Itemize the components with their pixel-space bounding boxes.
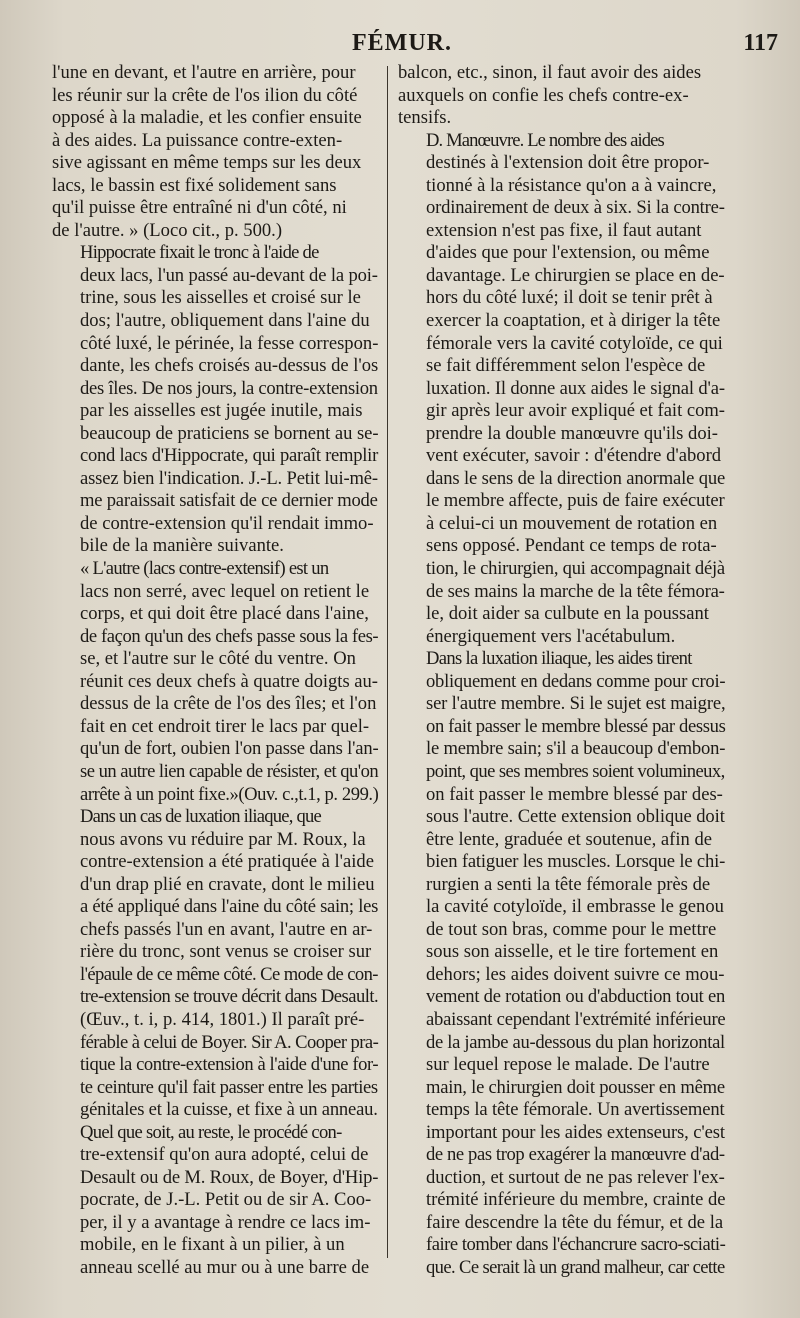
text-line: de la jambe au-dessous du plan horizontal (426, 1031, 725, 1053)
text-line: exercer la coaptation, et à diriger la tête (426, 310, 721, 332)
text-line: de tout son bras, comme pour le mettre (426, 918, 717, 940)
text-line: lacs non serré, avec lequel on retient le (80, 580, 370, 602)
text-line: qu'un de fort, oubien l'on passe dans l'an- (80, 738, 379, 760)
text-line: chefs passés l'un en avant, l'autre en ar- (80, 918, 373, 940)
text-line: sous l'autre. Cette extension oblique doit (426, 806, 725, 828)
text-line: important pour les aides extenseurs, c'est (426, 1121, 725, 1143)
text-line: la cavité cotyloïde, il embrasse le genou (426, 896, 724, 918)
text-line: des îles. De nos jours, la contre-extension (80, 377, 378, 399)
text-line: le membre sain; s'il a beaucoup d'embon- (426, 738, 726, 760)
text-line: se un autre lien capable de résister, et qu'on (80, 760, 379, 782)
text-line: assez bien l'indication. J.-L. Petit lui-mê- (80, 467, 378, 489)
text-line: fémorale vers la cavité cotyloïde, ce qui (426, 332, 723, 354)
text-line: se fait différemment selon l'espèce de (426, 355, 706, 377)
text-line: per, il y a avantage à rendre ce lacs im- (80, 1211, 371, 1233)
text-line: trine, sous les aisselles et croisé sur le (80, 287, 361, 309)
paragraph (52, 1122, 378, 1280)
text-line: tensifs. (398, 107, 452, 129)
text-line: tionné à la résistance qu'on a à vaincre, (426, 174, 717, 196)
text-line: qu'il puisse être entraîné ni d'un côté, ni (52, 197, 347, 219)
text-line: me paraissait satisfait de ce dernier mode (80, 490, 378, 512)
text-line: sous son aisselle, et le tire fortement en (426, 941, 719, 963)
running-title: FÉMUR. (352, 30, 452, 56)
text-line: énergiquement vers l'acétabulum. (426, 625, 676, 647)
text-line: D. Manœuvre. Le nombre des aides (426, 129, 664, 151)
text-line: par les aisselles est jugée inutile, mais (80, 400, 363, 422)
text-line: point, que ses membres soient volumineux, (426, 760, 725, 782)
text-line: opposé à la maladie, et les confier ensuite (52, 107, 362, 129)
paragraph (52, 62, 378, 242)
text-line: côté luxé, le périnée, la fesse correspon- (80, 332, 379, 354)
text-line: tre-extension se trouve décrit dans Desault. (80, 986, 379, 1008)
text-line: gir après leur avoir expliqué et fait com- (426, 400, 725, 422)
text-line: être lente, graduée et soutenue, afin de (426, 828, 712, 850)
text-line: dante, les chefs croisés au-dessus de l'os (80, 355, 379, 377)
text-line: prendre la double manœuvre qu'ils doi- (426, 422, 718, 444)
text-line: dehors; les aides doivent suivre ce mou- (426, 963, 725, 985)
text-line: sens opposé. Pendant ce temps de rota- (426, 535, 717, 557)
text-line: réunit ces deux chefs à quatre doigts au- (80, 670, 378, 692)
text-line: dos; l'autre, obliquement dans l'aine du (80, 310, 370, 332)
text-line: Hippocrate fixait le tronc à l'aide de (80, 242, 319, 264)
text-line: vent exécuter, savoir : d'étendre d'abord (426, 445, 722, 467)
text-line: de ne pas trop exagérer la manœuvre d'ad- (426, 1144, 725, 1166)
text-line: ser l'autre membre. Si le sujet est maigre, (426, 693, 726, 715)
text-line: on fait passer le membre blessé par dessus (426, 715, 726, 737)
text-line: bile de la manière suivante. (80, 535, 284, 557)
text-line: d'aides que pour l'extension, ou même (426, 242, 710, 264)
text-line: de façon qu'un des chefs passe sous la fes- (80, 625, 379, 647)
text-line: de l'autre. » (Loco cit., p. 500.) (52, 219, 283, 241)
column-divider (387, 66, 388, 1258)
text-line: dans le sens de la direction anormale que (426, 467, 726, 489)
text-line: les réunir sur la crête de l'os ilion du côté (52, 84, 358, 106)
text-line: (Œuv., t. i, p. 414, 1801.) Il paraît pré- (80, 1008, 365, 1030)
text-line: le membre affecte, puis de faire exécuter (426, 490, 725, 512)
paragraph (398, 648, 725, 1279)
text-line: tique la contre-extension à l'aide d'une for- (80, 1054, 379, 1076)
text-line: mobile, en le fixant à un pilier, à un (80, 1234, 345, 1256)
text-line: tre-extensif qu'on aura adopté, celui de (80, 1144, 369, 1166)
text-line: a été appliqué dans l'aine du côté sain; les (80, 896, 379, 918)
text-line: férable à celui de Boyer. Sir A. Cooper pra- (80, 1031, 379, 1053)
text-line: arrête à un point fixe.»(Ouv. c.,t.1, p. 299.) (80, 783, 379, 805)
running-head (0, 30, 800, 62)
text-line: extension n'est pas fixe, il faut autant (426, 219, 702, 241)
text-line: fait en cet endroit tirer le lacs par quel- (80, 715, 370, 737)
text-line: à celui-ci un mouvement de rotation en (426, 512, 718, 534)
text-line: corps, et qui doit être placé dans l'aine, (80, 603, 369, 625)
text-line: faire tomber dans l'échancrure sacro-sciati- (426, 1234, 726, 1256)
text-line: d'un drap plié en cravate, dont le milieu (80, 873, 375, 895)
paragraph (52, 806, 378, 1122)
text-line: le, doit aider sa culbute en la poussant (426, 603, 709, 625)
text-line: te ceinture qu'il fait passer entre les parties (80, 1076, 378, 1098)
text-line: luxation. Il donne aux aides le signal d'a- (426, 377, 725, 399)
text-line: à des aides. La puissance contre-exten- (52, 129, 343, 151)
text-line: sur lequel repose le malade. De l'autre (426, 1054, 710, 1076)
text-line: on fait passer le membre blessé par des- (426, 783, 723, 805)
text-line: beaucoup de praticiens se bornent au se- (80, 422, 379, 444)
text-line: Dans un cas de luxation iliaque, que (80, 806, 322, 828)
text-line: « L'autre (lacs contre-extensif) est un (80, 558, 329, 580)
text-line: lacs, le bassin est fixé solidement sans (52, 174, 337, 196)
paragraph (52, 242, 378, 558)
text-line: de contre-extension qu'il rendait immo- (80, 512, 374, 534)
text-line: temps la tête fémorale. Un avertissement (426, 1099, 725, 1121)
text-line: rurgien a senti la tête fémorale près de (426, 873, 711, 895)
text-line: main, le chirurgien doit pousser en même (426, 1076, 725, 1098)
text-line: trémité inférieure du membre, crainte de (426, 1189, 726, 1211)
text-line: l'épaule de ce même côté. Ce mode de con- (80, 963, 378, 985)
text-line: contre-extension a été pratiquée à l'aide (80, 851, 374, 873)
text-line: cond lacs d'Hippocrate, qui paraît remplir (80, 445, 378, 467)
text-line: duction, et surtout de ne pas relever l'ex- (426, 1166, 725, 1188)
text-line: dessus de la crête de l'os des îles; et l'on (80, 693, 377, 715)
text-line: l'une en devant, et l'autre en arrière, pour (52, 62, 356, 83)
text-line: ordinairement de deux à six. Si la contre- (426, 197, 725, 219)
text-line: de ses mains la marche de la tête fémora- (426, 580, 725, 602)
paragraph (398, 130, 725, 649)
text-line: tion, le chirurgien, qui accompagnait déjà (426, 558, 725, 580)
paragraph (52, 558, 378, 806)
page-number: 117 (743, 30, 778, 56)
text-line: davantage. Le chirurgien se place en de- (426, 264, 725, 286)
text-line: Dans la luxation iliaque, les aides tirent (426, 648, 692, 670)
text-line: se, et l'autre sur le côté du ventre. On (80, 648, 356, 670)
text-line: auxquels on confie les chefs contre-ex- (398, 84, 689, 106)
text-line: Quel que soit, au reste, le procédé con- (80, 1121, 342, 1143)
text-line: balcon, etc., sinon, il faut avoir des aides (398, 62, 702, 83)
text-line: Desault ou de M. Roux, de Boyer, d'Hip- (80, 1166, 379, 1188)
paragraph (398, 62, 725, 130)
text-line: vement de rotation ou d'abduction tout en (426, 986, 726, 1008)
text-line: anneau scellé au mur ou à une barre de (80, 1256, 370, 1278)
text-line: sive agissant en même temps sur les deux (52, 152, 362, 174)
left-column (52, 62, 378, 1280)
text-line: deux lacs, l'un passé au-devant de la poi- (80, 264, 378, 286)
text-line: pocrate, de J.-L. Petit ou de sir A. Coo- (80, 1189, 372, 1211)
text-line: génitales et la cuisse, et fixe à un anneau. (80, 1099, 378, 1121)
text-line: destinés à l'extension doit être propor- (426, 152, 710, 174)
text-line: faire descendre la tête du fémur, et de la (426, 1211, 724, 1233)
text-line: obliquement en dedans comme pour croi- (426, 670, 726, 692)
text-line: hors du côté luxé; il doit se tenir prêt à (426, 287, 713, 309)
text-line: abaissant cependant l'extrémité inférieure (426, 1008, 726, 1030)
text-line: rière du tronc, sont venus se croiser sur (80, 941, 372, 963)
right-column (398, 62, 725, 1280)
text-line: bien fatiguer les muscles. Lorsque le chi- (426, 851, 726, 873)
text-line: nous avons vu réduire par M. Roux, la (80, 828, 366, 850)
text-line: que. Ce serait là un grand malheur, car cette (426, 1256, 725, 1278)
